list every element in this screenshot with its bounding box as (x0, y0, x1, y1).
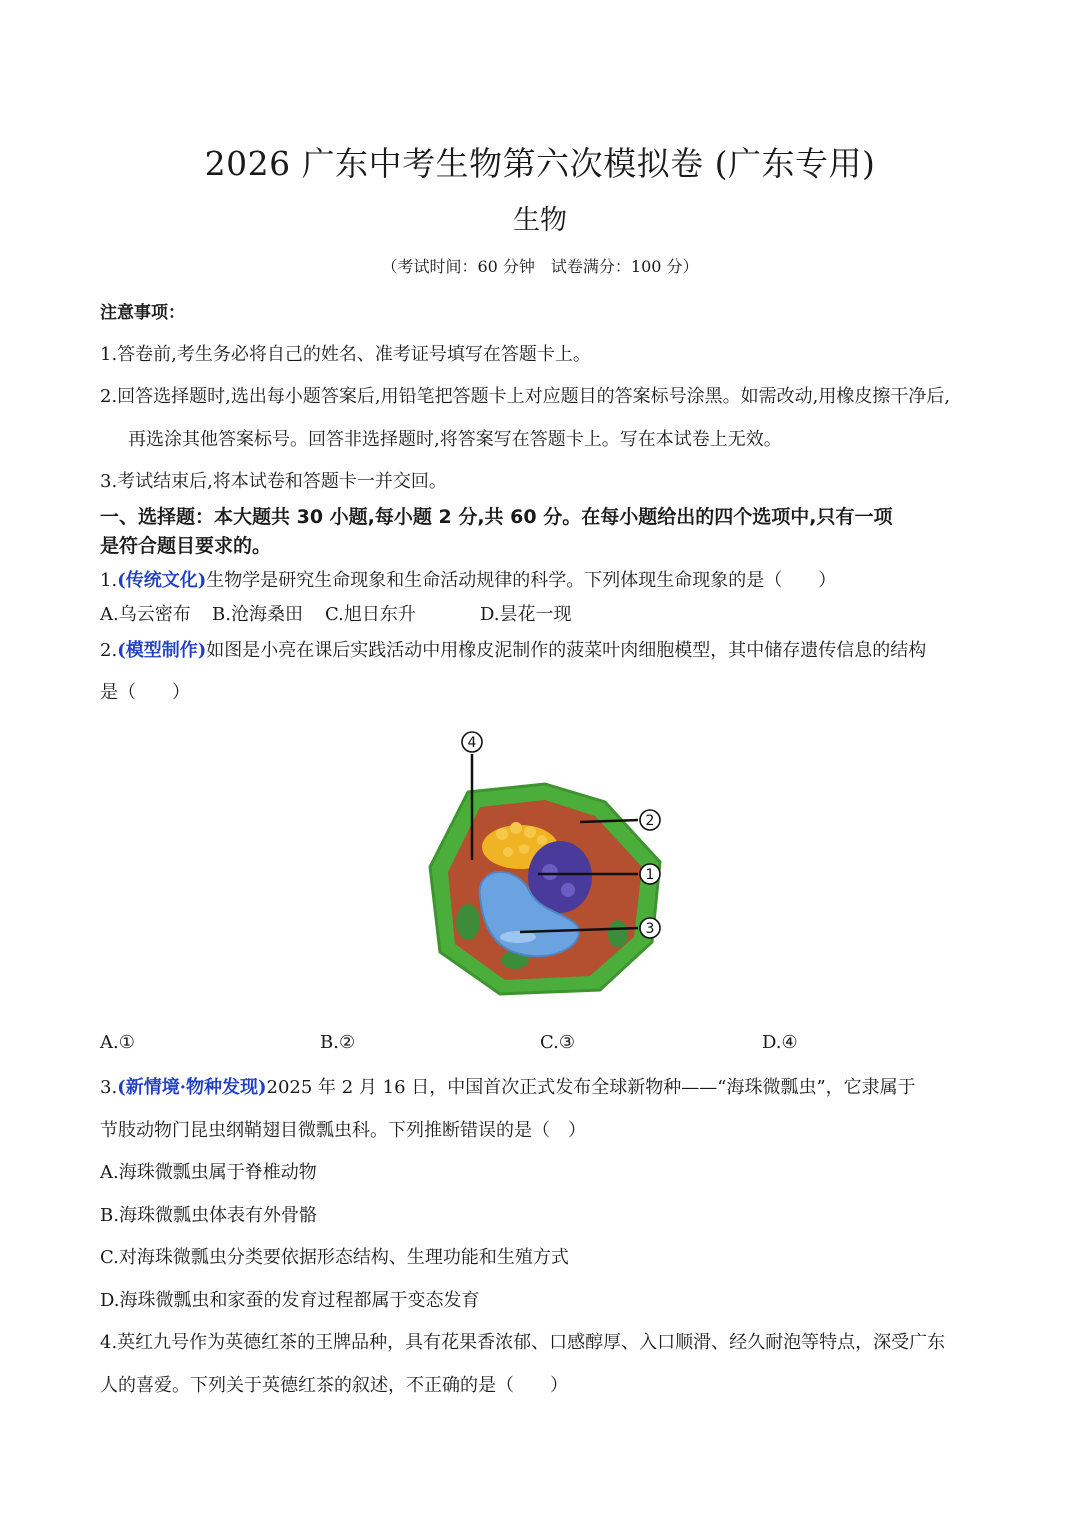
q3-option-c: C.对海珠微瓢虫分类要依据形态结构、生理功能和生殖方式 (100, 1247, 569, 1268)
question-1 (100, 566, 836, 592)
chloroplast (608, 920, 628, 948)
svg-text:1: 1 (645, 867, 655, 883)
q1-option-d: D.昙花一现 (480, 604, 572, 625)
q3-option-b: B.海珠微瓢虫体表有外骨骼 (100, 1205, 317, 1226)
label-3 (640, 918, 660, 938)
exam-title: 2026 广东中考生物第六次模拟卷 (广东专用) (204, 144, 876, 183)
q2-option-d: D.④ (762, 1032, 798, 1053)
question-tag: (模型制作) (117, 640, 207, 661)
notice-item-3: 3.考试结束后,将本试卷和答题卡一并交回。 (100, 471, 447, 492)
question-3-cont: 节肢动物门昆虫纲鞘翅目微瓢虫科。下列推断错误的是（ ） (100, 1120, 586, 1141)
label-1 (640, 864, 660, 884)
question-number: 2. (100, 640, 118, 661)
svg-text:4: 4 (467, 735, 477, 751)
question-text: 生物学是研究生命现象和生命活动规律的科学。下列体现生命现象的是（ ） (206, 570, 837, 591)
q1-option-a: A.乌云密布 (100, 604, 191, 625)
exam-info: （考试时间：60 分钟 试卷满分：100 分） (381, 257, 699, 276)
exam-subject: 生物 (513, 205, 567, 236)
notice-item-2-cont: 再选涂其他答案标号。回答非选择题时,将答案写在答题卡上。写在本试卷上无效。 (128, 429, 782, 450)
q1-option-c: C.旭日东升 (325, 604, 416, 625)
plant-cell-model-figure (420, 722, 670, 1002)
label-4 (462, 732, 482, 752)
svg-text:3: 3 (645, 921, 655, 937)
q2-option-a: A.① (100, 1032, 135, 1053)
q3-option-d: D.海珠微瓢虫和家蚕的发育过程都属于变态发育 (100, 1290, 480, 1311)
question-4: 4.英红九号作为英德红茶的王牌品种，具有花果香浓郁、口感醇厚、入口顺滑、经久耐泡等特点，深受广东 (100, 1332, 946, 1353)
q2-option-b: B.② (320, 1032, 356, 1053)
chloroplast (456, 904, 480, 940)
question-number: 3. (100, 1077, 118, 1098)
q3-option-a: A.海珠微瓢虫属于脊椎动物 (100, 1162, 317, 1183)
question-2-cont: 是（ ） (100, 682, 190, 703)
question-number: 1. (100, 570, 118, 591)
q1-option-b: B.沧海桑田 (212, 604, 303, 625)
question-3 (100, 1073, 916, 1099)
q2-option-c: C.③ (540, 1032, 575, 1053)
question-tag: (传统文化) (117, 570, 207, 591)
question-tag: (新情境·物种发现) (117, 1077, 267, 1098)
notice-item-1: 1.答卷前,考生务必将自己的姓名、准考证号填写在答题卡上。 (100, 344, 591, 365)
question-2 (100, 636, 926, 662)
label-2 (640, 810, 660, 830)
question-text: 2025 年 2 月 16 日，中国首次正式发布全球新物种——“海珠微瓢虫”，它隶属于 (266, 1077, 916, 1098)
notice-item-2: 2.回答选择题时,选出每小题答案后,用铅笔把答题卡上对应题目的答案标号涂黑。如需改动,用橡皮擦干净后, (100, 386, 951, 407)
svg-text:2: 2 (645, 813, 655, 829)
question-4-cont: 人的喜爱。下列关于英德红茶的叙述，不正确的是（ ） (100, 1375, 568, 1396)
section-heading-line2: 是符合题目要求的。 (100, 535, 272, 557)
question-text: 如图是小亮在课后实践活动中用橡皮泥制作的菠菜叶肉细胞模型，其中储存遗传信息的结构 (206, 640, 927, 661)
section-heading-line1: 一、选择题：本大题共 30 小题,每小题 2 分,共 60 分。在每小题给出的四个选项中,只有一项 (100, 506, 893, 528)
notice-heading: 注意事项： (100, 303, 185, 323)
